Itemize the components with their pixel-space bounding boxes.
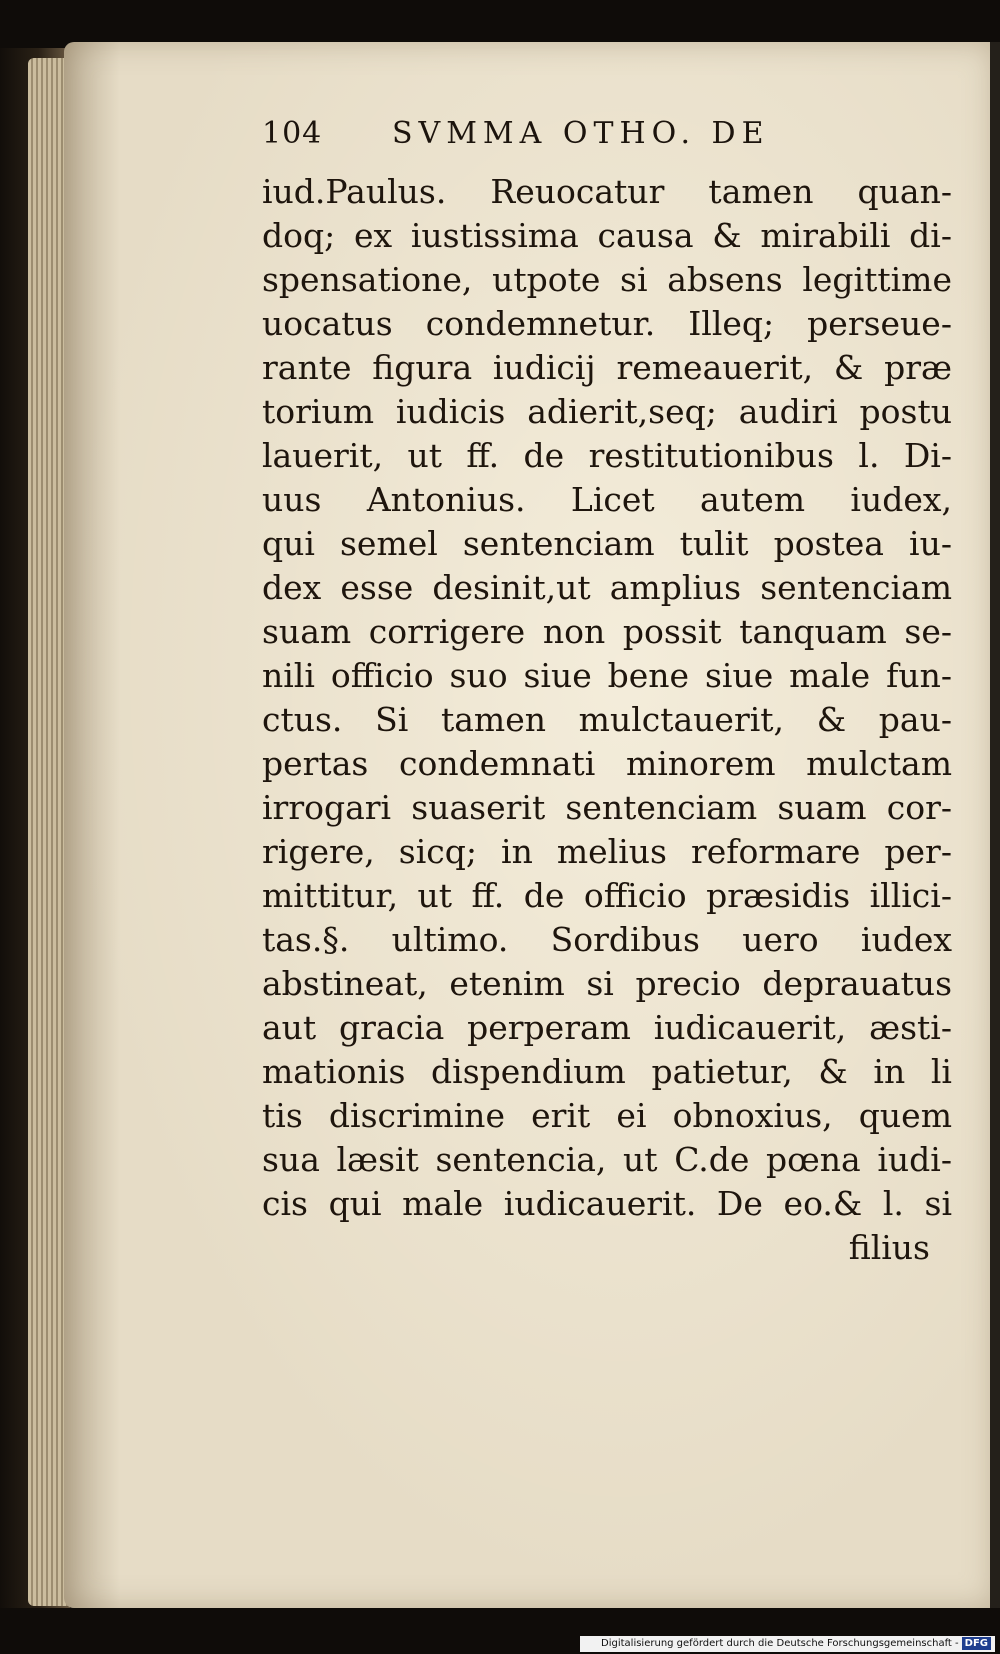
page-header [262, 116, 822, 164]
scan-right-border [990, 42, 1000, 1608]
text-line: doq; ex iustissima causa & mirabili di- [262, 216, 952, 255]
text-line: aut gracia perperam iudicauerit, æsti- [262, 1008, 952, 1047]
text-line: tis discrimine erit ei obnoxius, quem [262, 1096, 952, 1135]
text-line: torium iudicis adierit,seq; audiri postu [262, 392, 952, 431]
text-line: sua læsit sentencia, ut C.de pœna iudi- [262, 1140, 952, 1179]
text-line: mittitur, ut ff. de officio præsidis illici- [262, 876, 952, 915]
text-line: lauerit, ut ff. de restitutionibus l. Di- [262, 436, 952, 475]
text-line: ctus. Si tamen mulctauerit, & pau- [262, 700, 952, 739]
text-line: cis qui male iudicauerit. De eo.& l. si [262, 1184, 952, 1223]
text-line: qui semel sentenciam tulit postea iu- [262, 524, 952, 563]
digitization-credit [580, 1636, 995, 1652]
body-text [262, 170, 952, 1270]
catchword: filius [848, 1228, 930, 1267]
running-title: SVMMA OTHO. DE [392, 116, 770, 151]
credit-text: Digitalisierung gefördert durch die Deutsche Forschungsgemeinschaft - [601, 1638, 959, 1649]
text-line: iud.Paulus. Reuocatur tamen quan- [262, 172, 952, 211]
text-line: dex esse desinit,ut amplius sentenciam [262, 568, 952, 607]
dfg-logo: DFG [962, 1637, 991, 1650]
text-line: suam corrigere non possit tanquam se- [262, 612, 952, 651]
text-line: mationis dispendium patietur, & in li [262, 1052, 952, 1091]
page-number: 104 [262, 116, 323, 151]
text-line: abstineat, etenim si precio deprauatus [262, 964, 952, 1003]
text-line: spensatione, utpote si absens legittime [262, 260, 952, 299]
text-line: uocatus condemnetur. Illeq; perseue- [262, 304, 952, 343]
text-line: tas.§. ultimo. Sordibus uero iudex [262, 920, 952, 959]
scan-top-border [0, 0, 1000, 48]
text-line: pertas condemnati minorem mulctam [262, 744, 952, 783]
text-line: uus Antonius. Licet autem iudex, [262, 480, 952, 519]
text-line: irrogari suaserit sentenciam suam cor- [262, 788, 952, 827]
text-line: rigere, sicq; in melius reformare per- [262, 832, 952, 871]
text-line: rante figura iudicij remeauerit, & præ [262, 348, 952, 387]
text-line: nili officio suo siue bene siue male fun- [262, 656, 952, 695]
